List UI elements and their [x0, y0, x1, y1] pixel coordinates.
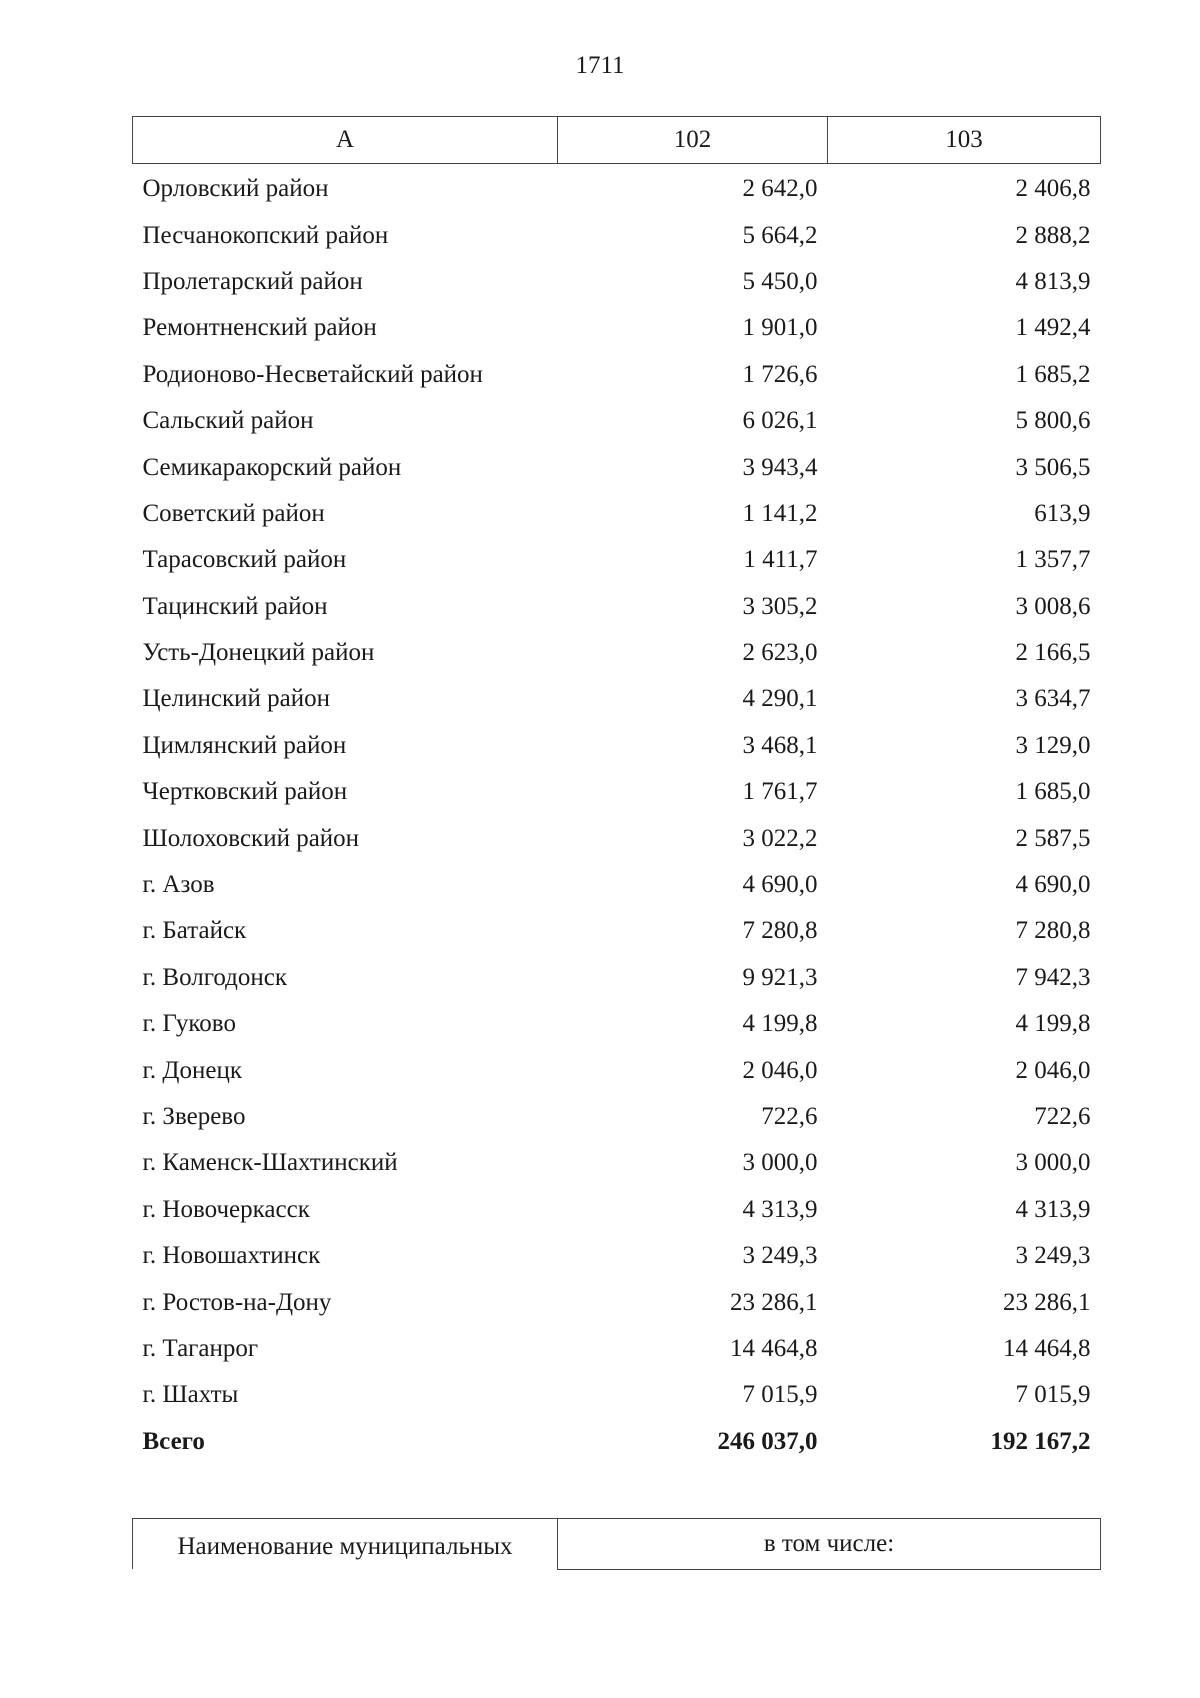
value-103: 5 800,6 [1015, 407, 1091, 435]
table-row [133, 1047, 1101, 1093]
value-103: 14 464,8 [1003, 1334, 1091, 1362]
value-103: 4 313,9 [1015, 1195, 1091, 1223]
value-103: 722,6 [1034, 1103, 1091, 1130]
municipality-name: г. Таганрог [142, 1334, 259, 1362]
value-103: 2 888,2 [1015, 221, 1091, 249]
table-row [133, 164, 1101, 213]
value-102: 3 468,1 [742, 731, 818, 759]
table-row [133, 908, 1101, 954]
table-row [133, 1140, 1101, 1186]
table-row [133, 769, 1101, 815]
table-row [133, 212, 1101, 258]
municipality-name: Шолоховский район [142, 824, 360, 852]
municipality-name: Пролетарский район [142, 267, 363, 295]
value-103: 4 813,9 [1015, 267, 1091, 295]
table-row [133, 955, 1101, 1001]
municipality-name: Целинский район [142, 685, 330, 713]
municipality-name: Всего [142, 1427, 205, 1455]
municipality-name: Сальский район [142, 407, 314, 435]
value-103: 4 199,8 [1015, 1010, 1091, 1038]
municipality-name: Усть-Донецкий район [142, 639, 375, 667]
column-header-103: 103 [828, 117, 1101, 164]
value-102: 2 642,0 [742, 175, 818, 203]
municipality-name: г. Гуково [142, 1010, 236, 1038]
value-102: 9 921,3 [742, 963, 818, 991]
next-table-header-row [133, 1519, 1101, 1570]
value-102: 3 022,2 [742, 824, 818, 852]
value-103: 3 000,0 [1015, 1149, 1091, 1177]
municipality-name: Цимлянский район [142, 731, 347, 759]
value-103: 2 406,8 [1015, 175, 1091, 203]
value-102: 722,6 [761, 1103, 818, 1130]
table-row [133, 1372, 1101, 1418]
table-row [133, 259, 1101, 305]
table-row [133, 1279, 1101, 1325]
value-102: 2 623,0 [742, 639, 818, 667]
value-102: 1 141,2 [742, 499, 818, 527]
municipality-name: Песчанокопский район [142, 221, 389, 249]
value-102: 1 901,0 [742, 314, 818, 342]
value-102: 7 280,8 [742, 917, 818, 945]
value-102: 4 690,0 [742, 871, 818, 899]
value-103: 7 015,9 [1015, 1381, 1091, 1409]
municipal-name-header: Наименование муниципальных [133, 1519, 558, 1570]
municipality-name: Советский район [142, 499, 325, 527]
municipality-name: Семикаракорский район [142, 453, 402, 481]
value-102: 1 411,7 [743, 546, 818, 574]
value-103: 1 685,0 [1015, 778, 1091, 806]
value-102: 3 305,2 [742, 592, 818, 620]
value-103: 2 587,5 [1015, 824, 1091, 852]
value-102: 1 761,7 [742, 778, 818, 806]
municipality-name: Ремонтненский район [142, 314, 377, 342]
value-103: 3 008,6 [1015, 592, 1091, 620]
value-103: 4 690,0 [1015, 871, 1091, 899]
table-row [133, 398, 1101, 444]
column-header-name: А [133, 117, 558, 164]
column-header-102: 102 [558, 117, 828, 164]
municipality-name: г. Волгодонск [142, 963, 288, 991]
municipality-name: г. Батайск [142, 917, 247, 945]
value-103: 2 046,0 [1015, 1056, 1091, 1084]
table-row [133, 352, 1101, 398]
value-102: 2 046,0 [742, 1056, 818, 1084]
value-102: 5 450,0 [742, 267, 818, 295]
value-102: 246 037,0 [717, 1427, 818, 1455]
municipality-name: г. Новочеркасск [142, 1195, 310, 1223]
value-103: 23 286,1 [1003, 1288, 1091, 1316]
table-row [133, 723, 1101, 769]
value-102: 3 943,4 [742, 453, 818, 481]
value-103: 7 942,3 [1015, 963, 1091, 991]
municipality-name: г. Шахты [142, 1381, 239, 1409]
value-102: 3 000,0 [742, 1149, 818, 1177]
value-103: 2 166,5 [1015, 639, 1091, 667]
municipality-name: г. Каменск-Шахтинский [142, 1149, 398, 1177]
table-header-row [133, 117, 1101, 164]
value-103: 3 634,7 [1015, 685, 1091, 713]
value-102: 3 249,3 [742, 1242, 818, 1270]
municipality-name: Тарасовский район [142, 546, 347, 574]
table-row [133, 1001, 1101, 1047]
table-row [133, 305, 1101, 351]
including-header: в том числе: [558, 1519, 1101, 1570]
table-row [133, 491, 1101, 537]
municipality-name: г. Азов [142, 871, 215, 899]
table-row [133, 862, 1101, 908]
table-row [133, 630, 1101, 676]
value-102: 4 199,8 [742, 1010, 818, 1038]
value-102: 1 726,6 [742, 360, 818, 388]
table-row [133, 537, 1101, 583]
municipality-name: Орловский район [142, 175, 329, 203]
value-103: 1 357,7 [1015, 546, 1091, 574]
municipality-name: г. Ростов-на-Дону [142, 1288, 332, 1316]
table-row [133, 1233, 1101, 1279]
value-103: 3 129,0 [1015, 731, 1091, 759]
value-102: 4 313,9 [742, 1195, 818, 1223]
budget-table [132, 116, 1101, 1465]
table-row [133, 444, 1101, 490]
value-102: 6 026,1 [742, 407, 818, 435]
table-row [133, 1326, 1101, 1372]
value-103: 192 167,2 [990, 1427, 1091, 1455]
total-row [133, 1419, 1101, 1465]
value-102: 7 015,9 [742, 1381, 818, 1409]
table-row [133, 584, 1101, 630]
value-102: 14 464,8 [730, 1334, 818, 1362]
municipality-name: г. Донецк [142, 1056, 242, 1084]
municipality-name: г. Новошахтинск [142, 1242, 321, 1270]
value-103: 3 506,5 [1015, 453, 1091, 481]
municipality-name: Родионово-Несветайский район [142, 360, 483, 388]
value-103: 1 492,4 [1015, 314, 1091, 342]
page-number: 1711 [575, 52, 625, 79]
value-102: 4 290,1 [742, 685, 818, 713]
value-103: 3 249,3 [1015, 1242, 1091, 1270]
table-row [133, 1094, 1101, 1140]
table-row [133, 1187, 1101, 1233]
municipality-name: г. Зверево [142, 1103, 246, 1130]
value-102: 23 286,1 [730, 1288, 818, 1316]
value-102: 5 664,2 [742, 221, 818, 249]
municipality-name: Чертковский район [142, 778, 348, 806]
table-row [133, 676, 1101, 722]
table-body [133, 164, 1101, 1465]
value-103: 613,9 [1034, 499, 1091, 527]
next-table-header [132, 1518, 1101, 1570]
table-row [133, 815, 1101, 861]
municipality-name: Тацинский район [142, 592, 328, 620]
value-103: 7 280,8 [1015, 917, 1091, 945]
value-103: 1 685,2 [1015, 360, 1091, 388]
